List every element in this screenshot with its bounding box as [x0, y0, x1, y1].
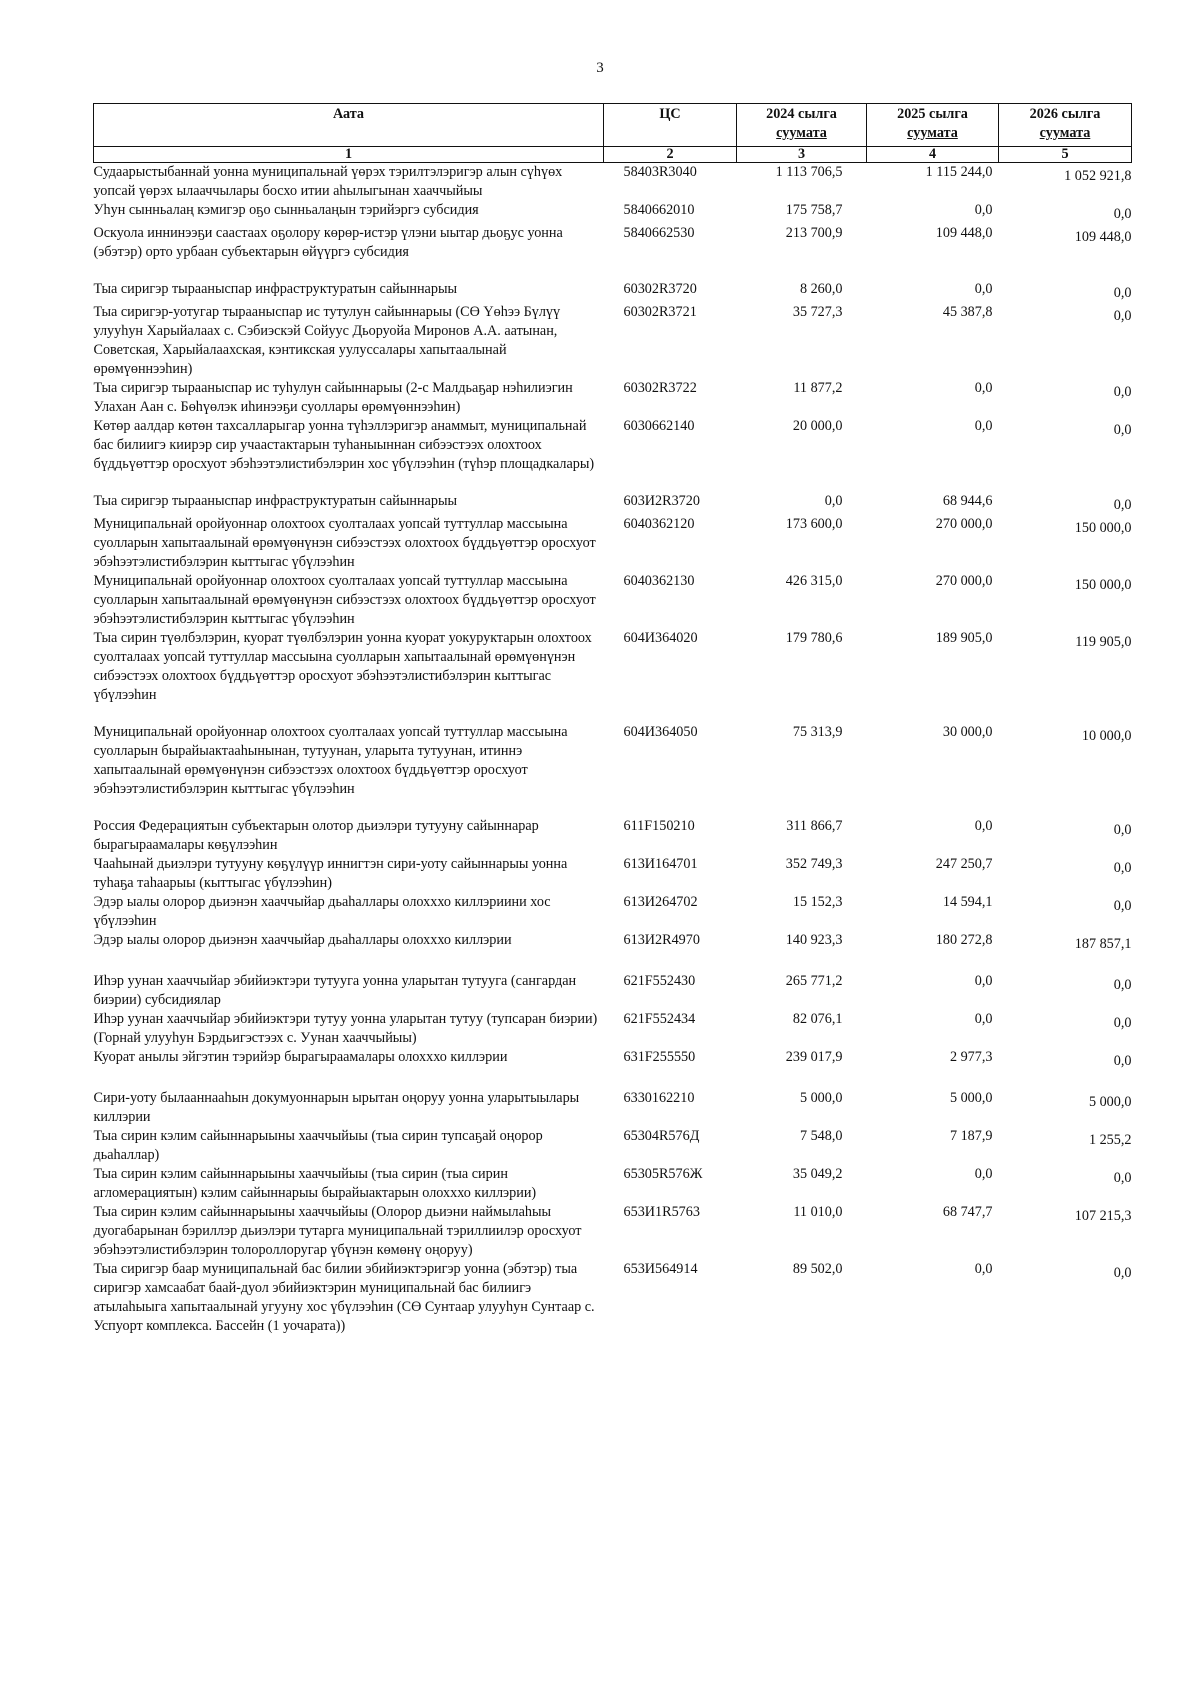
row-value-2024: 15 152,3 [792, 894, 843, 910]
row-name: Судаарыстыбаннай уонна муниципальнай үөрэх тэрилтэлэригэр алын сүһүөх уопсай үөрэх ылааччылары босхо итии аһылыгынан хааччыйыы [93, 164, 563, 199]
row-value-2025: 270 000,0 [935, 573, 993, 589]
row-name: Эдэр ыалы олорор дьиэнэн хааччыйар дьаһаллары олохххо киллэрии [93, 932, 512, 948]
row-name: Муниципальнай оройуоннар олохтоох суолталаах уопсай туттуллар массыына суолларын бырайыактааһынынан, тутуунан, уларыта тутуунан, итиннэ хапытаалынай өрөмүөнүнэн сибээстээх олохтоох бүддьүөттэр оросхуот эбэһээтэлистибэлэрин кыттыгас үбүлээһин [93, 724, 568, 797]
row-name: Тыа сиригэр баар муниципальнай бас билии эбийиэктэригэр уонна (эбэтэр) тыа сиригэр хамсаабат баай-дуол эбийиэктэрин муниципальнай бас билиигэ атылаһыыга хапытаалынай угууну хос үбүлээһин (СӨ Сунтаар улууһун Сунтаар с. Успуорт комплекса. Бассейн (1 уочарата)) [93, 1261, 595, 1334]
row-code: 613И164701 [623, 856, 698, 872]
row-value-2026-text: 150 000,0 [1074, 520, 1132, 536]
table-row [94, 1089, 1132, 1127]
row-code: 58403R3040 [623, 164, 697, 180]
row-value-2025: 180 272,8 [935, 932, 993, 948]
row-value-2026 [999, 1127, 1132, 1165]
table-row [94, 972, 1132, 1010]
table-row [94, 855, 1132, 893]
row-value-2026-text: 0,0 [1113, 860, 1132, 876]
header-year-2025-line1: 2025 сылга [897, 106, 968, 122]
header-year-2025 [867, 104, 999, 147]
row-value-2024: 173 600,0 [785, 516, 843, 532]
row-value-2025: 1 115 244,0 [925, 164, 993, 180]
table-row [94, 1048, 1132, 1089]
row-code: 6330162210 [623, 1090, 695, 1106]
table-row [94, 1165, 1132, 1203]
row-name: Тыа сирин кэлим сайыннарыыны хааччыйыы (тыа сирин тупсаҕай оңорор дьаһаллар) [93, 1128, 543, 1163]
row-value-2025: 0,0 [974, 973, 993, 989]
row-value-2026-text: 0,0 [1113, 1265, 1132, 1281]
header-year-2025-line2: суумата [907, 125, 958, 141]
row-value-2025: 0,0 [974, 818, 993, 834]
row-value-2025: 0,0 [974, 1166, 993, 1182]
row-value-2026-text: 1 255,2 [1088, 1132, 1132, 1148]
row-value-2026 [999, 855, 1132, 893]
row-name: Тыа сирин кэлим сайыннарыыны хааччыйыы (тыа сирин (тыа сирин агломерациятын) кэлим сайыннарыы бырайыактарын олохххо киллэрии) [93, 1166, 537, 1201]
header-year-2024-line2: суумата [776, 125, 827, 141]
table-row [94, 1010, 1132, 1048]
row-code: 604И364020 [623, 630, 698, 646]
row-value-2026 [999, 280, 1132, 303]
header-code: ЦС [604, 104, 737, 147]
table-row [94, 817, 1132, 855]
row-code: 603И2R3720 [623, 493, 700, 509]
row-code: 611F150210 [623, 818, 695, 834]
column-number-2: 2 [604, 147, 737, 163]
table-row [94, 723, 1132, 817]
table-header [94, 104, 1132, 163]
table-row [94, 303, 1132, 379]
row-value-2026 [999, 817, 1132, 855]
row-value-2024: 265 771,2 [785, 973, 843, 989]
row-value-2026 [999, 201, 1132, 224]
row-name: Муниципальнай оройуоннар олохтоох суолталаах уопсай туттуллар массыына суолларын хапытаалынай өрөмүөнүнэн сибээстээх олохтоох бүддьүөттэр оросхуот эбэһээтэлистибэлэрин кыттыгас үбүлээһин [93, 516, 596, 570]
header-name: Аата [94, 104, 604, 147]
row-value-2026 [999, 1010, 1132, 1048]
row-value-2025: 0,0 [974, 1011, 993, 1027]
row-name: Тыа сирин түөлбэлэрин, куорат түөлбэлэрин уонна куорат уокуруктарын олохтоох суолталаах уопсай туттуллар массыына суолларын хапытаалынай өрөмүөнүнэн сибээстээх олохтоох бүддьүөттэр оросхуот эбэһээтэлистибэлэрин кыттыгас үбүлээһин [93, 630, 592, 703]
row-value-2026-text: 10 000,0 [1081, 728, 1132, 744]
row-value-2026-text: 5 000,0 [1088, 1094, 1132, 1110]
row-value-2025: 0,0 [974, 202, 993, 218]
row-value-2024: 35 049,2 [792, 1166, 843, 1182]
row-value-2026 [999, 972, 1132, 1010]
row-value-2024: 11 010,0 [793, 1204, 843, 1220]
row-value-2024: 82 076,1 [792, 1011, 843, 1027]
row-value-2025: 14 594,1 [942, 894, 993, 910]
row-value-2024: 5 000,0 [799, 1090, 843, 1106]
row-name: Тыа сиригэр тырааныспар ис туһулун сайыннарыы (2-с Малдьаҕар нэһилиэгин Улахан Аан с. Бөһүөлэк иһинээҕи суоллары өрөмүөннээһин) [93, 380, 573, 415]
row-value-2024: 35 727,3 [792, 304, 843, 320]
row-name: Россия Федерациятын субъектарын олотор дьиэлэри тутууну сайыннарар бырагыраамалары көҕүлээһин [93, 818, 539, 853]
row-value-2024: 89 502,0 [792, 1261, 843, 1277]
row-value-2026-text: 0,0 [1113, 1170, 1132, 1186]
row-value-2025: 30 000,0 [942, 724, 993, 740]
row-value-2026 [999, 629, 1132, 723]
row-value-2025: 5 000,0 [949, 1090, 993, 1106]
row-value-2026-text: 0,0 [1113, 822, 1132, 838]
row-value-2024: 11 877,2 [793, 380, 843, 396]
header-year-2026 [999, 104, 1132, 147]
table-body [94, 163, 1132, 1337]
column-number-1: 1 [94, 147, 604, 163]
row-value-2026 [999, 931, 1132, 972]
row-value-2024: 75 313,9 [792, 724, 843, 740]
row-value-2026-text: 0,0 [1113, 206, 1132, 222]
row-value-2026-text: 0,0 [1113, 1053, 1132, 1069]
row-code: 60302R3720 [623, 281, 697, 297]
row-value-2025: 270 000,0 [935, 516, 993, 532]
row-value-2025: 68 747,7 [942, 1204, 993, 1220]
table-row [94, 893, 1132, 931]
row-value-2026 [999, 723, 1132, 817]
row-name: Уһун сынньалаң кэмигэр оҕо сынньалаңын тэрийэргэ субсидия [93, 202, 479, 218]
row-name: Сири-уоту былааннааһын докумуоннарын ырытан оңоруу уонна уларытыылары киллэрии [93, 1090, 580, 1125]
row-value-2025: 7 187,9 [949, 1128, 993, 1144]
table-row [94, 417, 1132, 492]
row-value-2026-text: 0,0 [1113, 1015, 1132, 1031]
row-value-2024: 213 700,9 [785, 225, 843, 241]
row-code: 5840662010 [623, 202, 695, 218]
row-name: Иһэр уунан хааччыйар эбийиэктэри тутууга уонна уларытан тутууга (сангардан биэрии) субсидиялар [93, 973, 577, 1008]
row-value-2024: 20 000,0 [792, 418, 843, 434]
row-value-2024: 0,0 [824, 493, 843, 509]
row-name: Иһэр уунан хааччыйар эбийиэктэри тутуу уонна уларытан тутуу (тупсаран биэрии) (Горнай улууһун Бэрдьигэстээх с. Уунан хааччыйыы) [93, 1011, 598, 1046]
row-value-2025: 0,0 [974, 281, 993, 297]
header-year-2024-line1: 2024 сылга [766, 106, 837, 122]
row-code: 65304R576Д [623, 1128, 700, 1144]
row-value-2026-text: 0,0 [1113, 898, 1132, 914]
row-value-2026 [999, 303, 1132, 379]
budget-table [93, 103, 1132, 1336]
row-value-2026 [999, 492, 1132, 515]
row-value-2024: 140 923,3 [785, 932, 843, 948]
row-code: 653И564914 [623, 1261, 698, 1277]
row-value-2026 [999, 572, 1132, 629]
row-name: Тыа сиригэр-уотугар тырааныспар ис тутулун сайыннарыы (СӨ Үөһээ Бүлүү улууһун Харыйалаах с. Сэбиэскэй Сойуус Дьоруойа Миронов А.А. аатынан, Советская, Харыйалаахская, кэнтикская уулуссалары хапытаалынай өрөмүөннээһин) [93, 304, 561, 377]
row-name: Муниципальнай оройуоннар олохтоох суолталаах уопсай туттуллар массыына суолларын хапытаалынай өрөмүөнүнэн сибээстээх олохтоох бүддьүөттэр оросхуот эбэһээтэлистибэлэрин кыттыгас үбүлээһин [93, 573, 596, 627]
row-name: Көтөр аалдар көтөн тахсалларыгар уонна түһэллэригэр анаммыт, муниципальнай бас билиигэ киирэр сир учаастактарын туһаныыннан сибээстээх олохтоох бүддьүөттэр оросхуот эбэһээтэлистибэлэрин хос үбүлээһин (түһэр площадкалары) [93, 418, 595, 472]
row-value-2026 [999, 893, 1132, 931]
table-row [94, 280, 1132, 303]
table-row [94, 629, 1132, 723]
row-value-2024: 239 017,9 [785, 1049, 843, 1065]
row-value-2026 [999, 417, 1132, 492]
row-value-2026-text: 1 052 921,8 [1064, 168, 1132, 184]
table-row [94, 1127, 1132, 1165]
row-value-2024: 1 113 706,5 [775, 164, 843, 180]
row-value-2026-text: 187 857,1 [1074, 936, 1132, 952]
row-code: 5840662530 [623, 225, 695, 241]
header-year-2026-line1: 2026 сылга [1029, 106, 1101, 122]
header-year-2026-line2: суумата [1039, 125, 1091, 141]
row-value-2025: 45 387,8 [942, 304, 993, 320]
row-value-2026 [999, 1260, 1132, 1336]
row-code: 621F552430 [623, 973, 696, 989]
row-code: 60302R3721 [623, 304, 697, 320]
row-value-2026-text: 0,0 [1113, 422, 1132, 438]
row-value-2026-text: 109 448,0 [1074, 229, 1132, 245]
header-year-2024 [737, 104, 867, 147]
row-name: Оскуола иннинээҕи саастаах оҕолору көрөр-истэр үлэни ыытар дьоҕус уонна (эбэтэр) орто урбаан субъектарын өйүүргэ субсидия [93, 225, 563, 260]
row-value-2024: 8 260,0 [799, 281, 843, 297]
row-code: 653И1R5763 [623, 1204, 700, 1220]
row-value-2026-text: 0,0 [1113, 977, 1132, 993]
row-value-2026 [999, 1165, 1132, 1203]
table-row [94, 163, 1132, 202]
row-value-2026-text: 0,0 [1113, 308, 1132, 324]
row-value-2026-text: 0,0 [1113, 497, 1132, 513]
row-name: Эдэр ыалы олорор дьиэнэн хааччыйар дьаһаллары олохххо киллэриини хос үбүлээһин [93, 894, 551, 929]
table-row [94, 1203, 1132, 1260]
row-value-2026 [999, 224, 1132, 280]
row-value-2025: 0,0 [974, 380, 993, 396]
row-value-2026 [999, 1048, 1132, 1089]
row-value-2026 [999, 379, 1132, 417]
table-row [94, 572, 1132, 629]
row-value-2025: 109 448,0 [935, 225, 993, 241]
row-value-2026-text: 0,0 [1113, 285, 1132, 301]
row-value-2024: 352 749,3 [785, 856, 843, 872]
row-value-2025: 0,0 [974, 418, 993, 434]
table-row [94, 1260, 1132, 1336]
row-name: Тыа сиригэр тырааныспар инфраструктуратын сайыннарыы [93, 493, 458, 509]
table-row [94, 201, 1132, 224]
row-code: 6040362130 [623, 573, 695, 589]
row-value-2024: 426 315,0 [785, 573, 843, 589]
row-value-2024: 179 780,6 [785, 630, 843, 646]
table-row [94, 515, 1132, 572]
row-value-2024: 175 758,7 [785, 202, 843, 218]
row-value-2026-text: 119 905,0 [1075, 634, 1132, 650]
row-code: 604И364050 [623, 724, 698, 740]
row-value-2026-text: 107 215,3 [1074, 1208, 1132, 1224]
row-name: Чааһынай дьиэлэри тутууну көҕүлүүр иннигтэн сири-уоту сайыннарыы уонна туһаҕа таһаарыы (кыттыгас үбүлээһин) [93, 856, 568, 891]
row-value-2025: 189 905,0 [935, 630, 993, 646]
row-value-2024: 7 548,0 [799, 1128, 843, 1144]
table-row [94, 931, 1132, 972]
column-number-4: 4 [867, 147, 999, 163]
column-number-5: 5 [999, 147, 1132, 163]
row-value-2026 [999, 515, 1132, 572]
table-row [94, 224, 1132, 280]
row-code: 6030662140 [623, 418, 695, 434]
row-code: 65305R576Ж [623, 1166, 703, 1182]
row-code: 60302R3722 [623, 380, 697, 396]
row-code: 621F552434 [623, 1011, 696, 1027]
row-code: 613И264702 [623, 894, 698, 910]
row-value-2026-text: 0,0 [1113, 384, 1132, 400]
page-number: 3 [596, 60, 604, 76]
table-row [94, 492, 1132, 515]
row-value-2025: 247 250,7 [935, 856, 993, 872]
row-code: 631F255550 [623, 1049, 696, 1065]
row-value-2025: 68 944,6 [942, 493, 993, 509]
row-code: 613И2R4970 [623, 932, 700, 948]
row-code: 6040362120 [623, 516, 695, 532]
row-value-2026 [999, 1203, 1132, 1260]
row-value-2024: 311 866,7 [786, 818, 843, 834]
row-value-2026 [999, 163, 1132, 202]
row-name: Куорат анылы эйгэтин тэрийэр бырагыраамалары олохххо киллэрии [93, 1049, 508, 1065]
row-value-2026 [999, 1089, 1132, 1127]
row-name: Тыа сиригэр тырааныспар инфраструктуратын сайыннарыы [93, 281, 458, 297]
table-row [94, 379, 1132, 417]
row-value-2025: 0,0 [974, 1261, 993, 1277]
column-number-3: 3 [737, 147, 867, 163]
row-value-2025: 2 977,3 [949, 1049, 993, 1065]
row-value-2026-text: 150 000,0 [1074, 577, 1132, 593]
row-name: Тыа сирин кэлим сайыннарыыны хааччыйыы (Олорор дьиэни наймылаһыы дуогабарынан бэриллэр дьиэлэри тутарга муниципальнай тэриллиилэр оросхуот эбэһээтэлистибэлэрин толороллоругар үбүнэн көмөнү оңоруу) [93, 1204, 582, 1258]
